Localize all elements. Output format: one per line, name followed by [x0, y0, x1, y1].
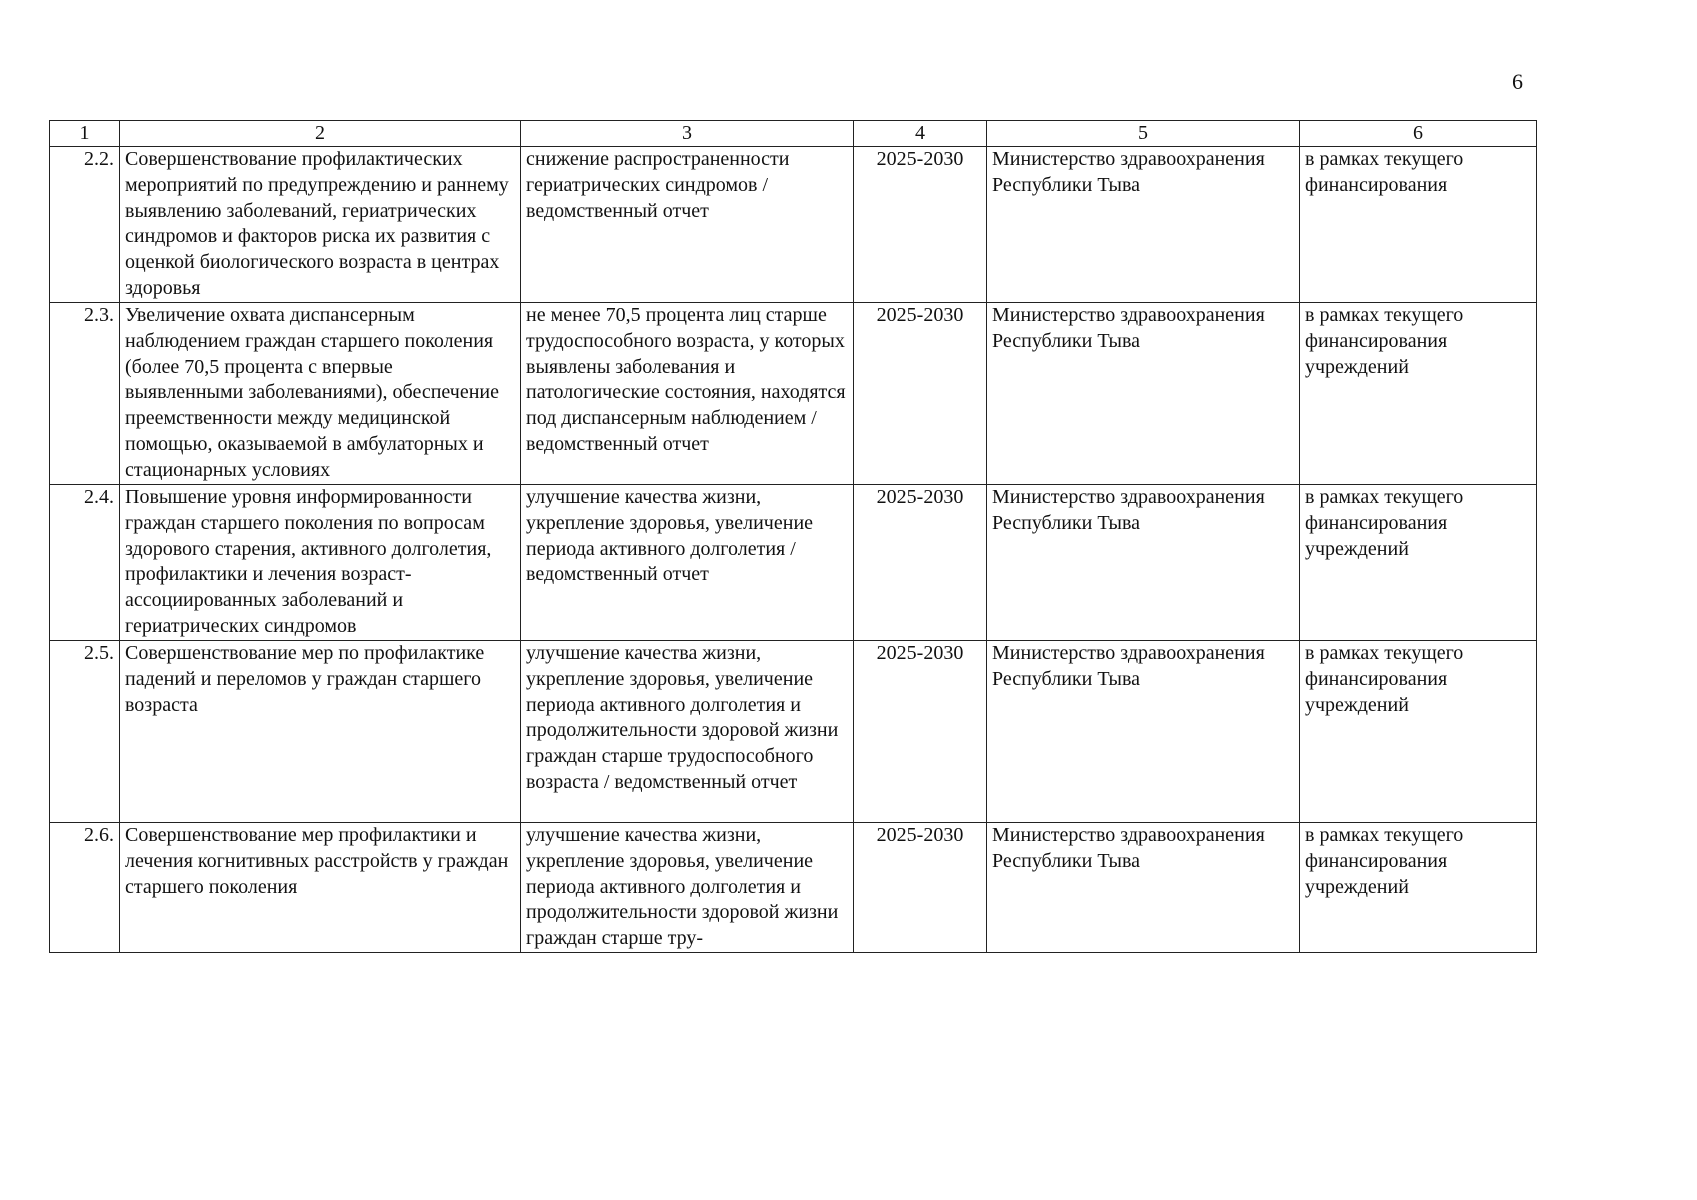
measure-cell: Совершенствование профилактических мероприятий по предупреждению и раннему выявлению заболеваний, гериатрических синдромов и факторов риска их развития с оценкой биологического возраста в центрах здоровья — [120, 147, 521, 303]
column-header-3: 3 — [521, 121, 854, 147]
column-header-5: 5 — [987, 121, 1300, 147]
executor-cell: Министерство здравоохранения Республики Тыва — [987, 823, 1300, 953]
column-header-6: 6 — [1300, 121, 1537, 147]
row-number: 2.2. — [50, 147, 120, 303]
row-number: 2.6. — [50, 823, 120, 953]
period-cell: 2025-2030 — [854, 147, 987, 303]
measure-cell: Совершенствование мер по профилактике падений и переломов у граждан старшего возраста — [120, 641, 521, 823]
period-cell: 2025-2030 — [854, 485, 987, 641]
funding-cell: в рамках текущего финансирования учреждений — [1300, 641, 1537, 823]
funding-cell: в рамках текущего финансирования учреждений — [1300, 303, 1537, 485]
period-cell: 2025-2030 — [854, 303, 987, 485]
table-row — [50, 303, 1537, 485]
row-number: 2.5. — [50, 641, 120, 823]
measures-table — [49, 120, 1537, 953]
result-cell: улучшение качества жизни, укрепление здоровья, увеличение периода активного долголетия и продолжительности здоровой жизни граждан старше тру- — [521, 823, 854, 953]
funding-cell: в рамках текущего финансирования учреждений — [1300, 823, 1537, 953]
table-row — [50, 641, 1537, 823]
column-header-1: 1 — [50, 121, 120, 147]
executor-cell: Министерство здравоохранения Республики Тыва — [987, 641, 1300, 823]
measure-cell: Повышение уровня информированности граждан старшего поколения по вопросам здорового старения, активного долголетия, профилактики и лечения возраст-ассоциированных заболеваний и гериатрических синдромов — [120, 485, 521, 641]
executor-cell: Министерство здравоохранения Республики Тыва — [987, 303, 1300, 485]
table-row — [50, 485, 1537, 641]
column-header-4: 4 — [854, 121, 987, 147]
measure-cell: Совершенствование мер профилактики и лечения когнитивных расстройств у граждан старшего поколения — [120, 823, 521, 953]
result-cell: улучшение качества жизни, укрепление здоровья, увеличение периода активного долголетия / ведомственный отчет — [521, 485, 854, 641]
funding-cell: в рамках текущего финансирования — [1300, 147, 1537, 303]
result-cell: улучшение качества жизни, укрепление здоровья, увеличение периода активного долголетия и продолжительности здоровой жизни граждан старше трудоспособного возраста / ведомственный отчет — [521, 641, 854, 823]
funding-cell: в рамках текущего финансирования учреждений — [1300, 485, 1537, 641]
period-cell: 2025-2030 — [854, 641, 987, 823]
column-header-2: 2 — [120, 121, 521, 147]
executor-cell: Министерство здравоохранения Республики Тыва — [987, 147, 1300, 303]
table-row — [50, 147, 1537, 303]
row-number: 2.4. — [50, 485, 120, 641]
measure-cell: Увеличение охвата диспансерным наблюдением граждан старшего поколения (более 70,5 процента с впервые выявленными заболеваниями), обеспечение преемственности между медицинской помощью, оказываемой в амбулаторных и стационарных условиях — [120, 303, 521, 485]
row-number: 2.3. — [50, 303, 120, 485]
page-number: 6 — [1512, 69, 1523, 94]
table-header-row — [50, 121, 1537, 147]
period-cell: 2025-2030 — [854, 823, 987, 953]
result-cell: не менее 70,5 процента лиц старше трудоспособного возраста, у которых выявлены заболевания и патологические состояния, находятся под диспансерным наблюдением / ведомственный отчет — [521, 303, 854, 485]
result-cell: снижение распространенности гериатрических синдромов / ведомственный отчет — [521, 147, 854, 303]
table-row — [50, 823, 1537, 953]
executor-cell: Министерство здравоохранения Республики Тыва — [987, 485, 1300, 641]
